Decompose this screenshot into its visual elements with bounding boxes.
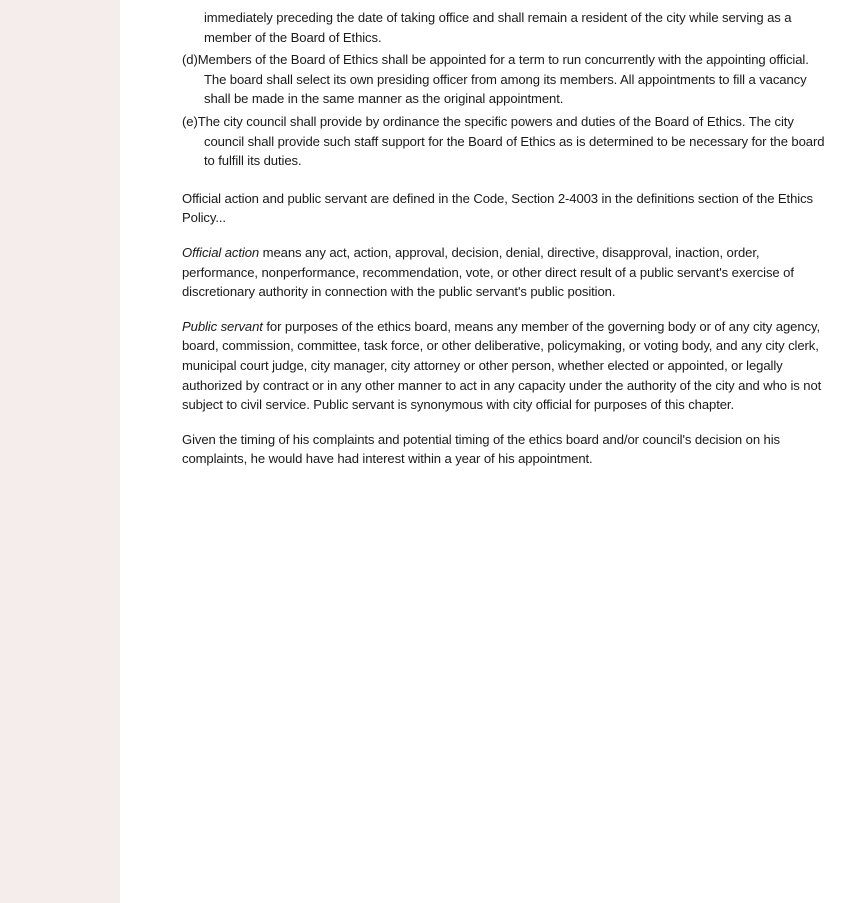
definition-public-servant [182,317,834,415]
continuation-paragraph: immediately preceding the date of taking office and shall remain a resident of the city while serving as a member of the Board of Ethics. [204,10,792,45]
list-marker-e: (e) [182,113,198,129]
list-item-e [182,112,834,171]
definition-official-action [182,243,834,302]
list-text-d: Members of the Board of Ethics shall be appointed for a term to run concurrently with the appointing official. The board shall select its own presiding officer from among its members. All appointments to fill a vacancy shall be made in the same manner as the original appointment. [197,52,809,107]
definition-text: for purposes of the ethics board, means any member of the governing body or of any city agency, board, commission, committee, task force, or other deliberative, policymaking, or voting body, and any city clerk, municipal court judge, city manager, city attorney or other person, whether elected or appointed, or legally authorized by contract or in any other manner to act in any capacity under the authority of the city and who is not subject to civil service. Public servant is synonymous with city official for purposes of this chapter. [182,318,822,413]
document-body [182,8,834,484]
document-page [120,0,851,903]
left-margin-panel [0,0,120,903]
list-marker-d: (d) [182,52,198,68]
definition-term: Official action [182,244,260,260]
list-text-e: The city council shall provide by ordinance the specific powers and duties of the Board of Ethics. The city council shall provide such staff support for the Board of Ethics as is determined to be necessary for the board to fulfill its duties. [197,113,825,169]
intro-paragraph: Official action and public servant are defined in the Code, Section 2-4003 in the definitions section of the Ethics Policy... [182,190,813,226]
list-item-d [182,50,834,109]
definition-term: Public servant [182,318,263,334]
closing-paragraph: Given the timing of his complaints and potential timing of the ethics board and/or council's decision on his complaints, he would have had interest within a year of his appointment. [182,431,780,467]
definition-text: means any act, action, approval, decision, denial, directive, disapproval, inaction, order, performance, nonperformance, recommendation, vote, or other direct result of a public servant's exercise of discretionary authority in connection with the public servant's public position. [182,244,794,300]
